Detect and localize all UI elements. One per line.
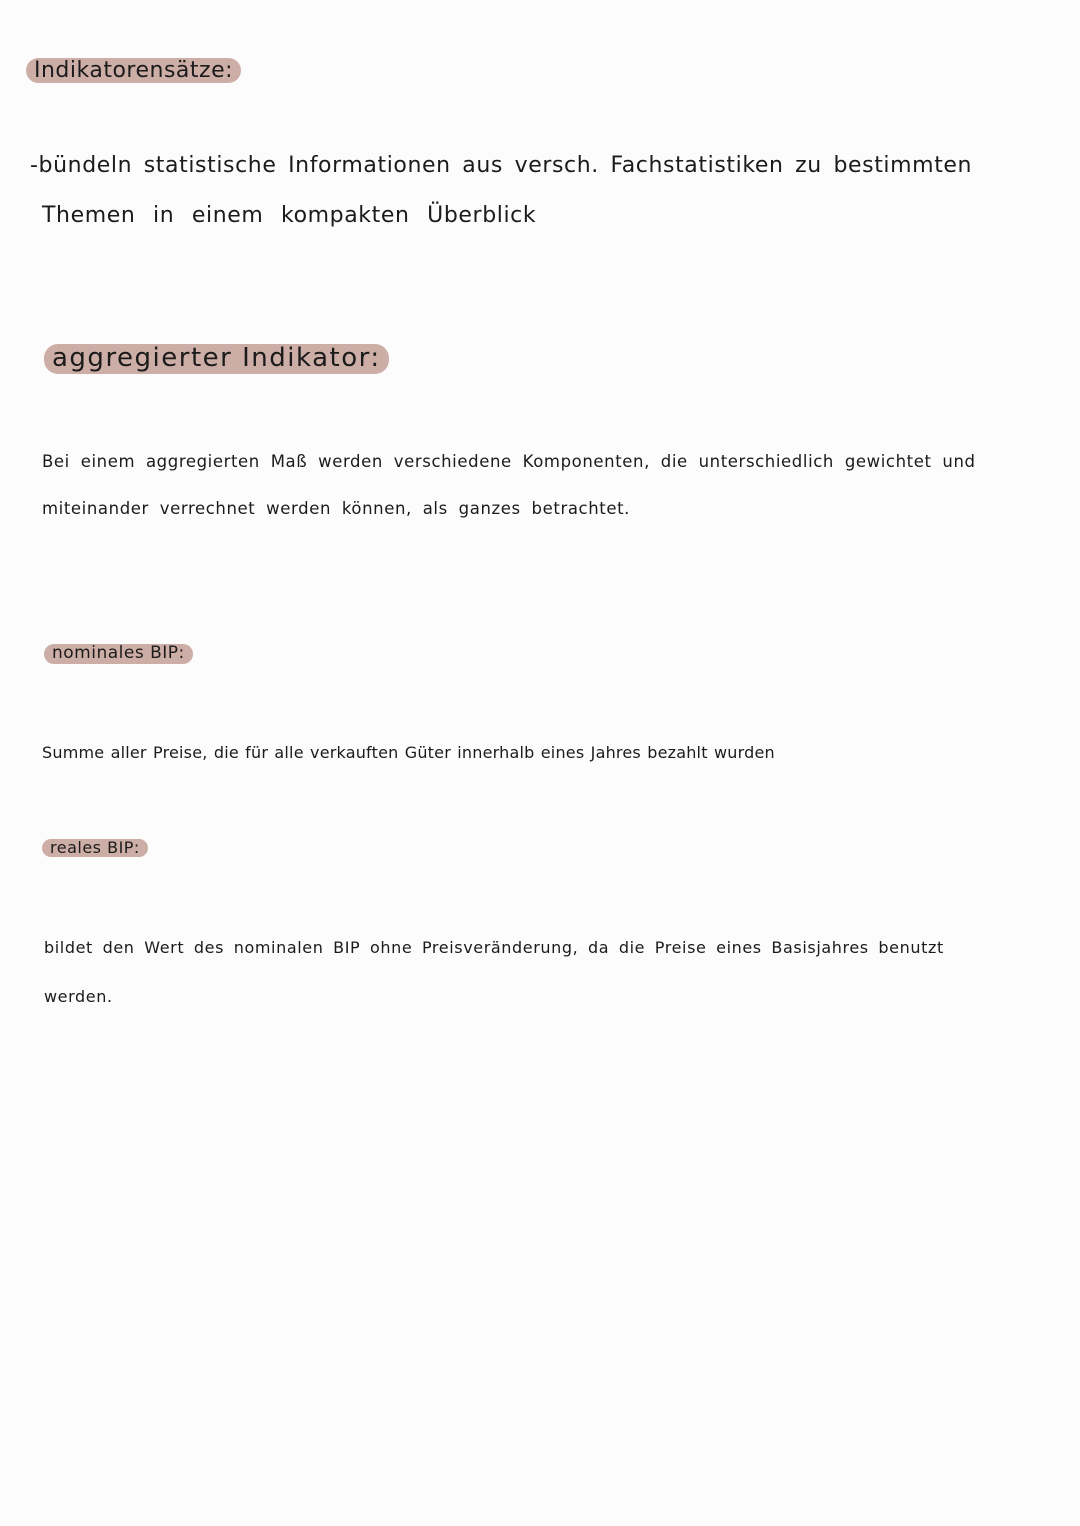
heading-nominales-bip: nominales BIP: — [44, 644, 193, 664]
text-line: bildet den Wert des nominalen BIP ohne Preisveränderung, da die Preise eines Basisjahres benutzt — [44, 938, 944, 957]
heading-indikatorensaetze: Indikatorensätze: — [26, 58, 241, 83]
text-line: Summe aller Preise, die für alle verkauften Güter innerhalb eines Jahres bezahlt wurden — [42, 743, 775, 762]
text-line: Themen in einem kompakten Überblick — [42, 203, 537, 228]
text-line: werden. — [44, 987, 113, 1006]
heading-reales-bip: reales BIP: — [42, 839, 148, 857]
text-line: miteinander verrechnet werden können, als ganzes betrachtet. — [42, 499, 631, 518]
heading-aggregierter-indikator: aggregierter Indikator: — [44, 344, 389, 374]
text-line: Bei einem aggregierten Maß werden verschiedene Komponenten, die unterschiedlich gewichtet und — [42, 452, 976, 471]
text-line: -bündeln statistische Informationen aus versch. Fachstatistiken zu bestimmten — [30, 153, 973, 178]
